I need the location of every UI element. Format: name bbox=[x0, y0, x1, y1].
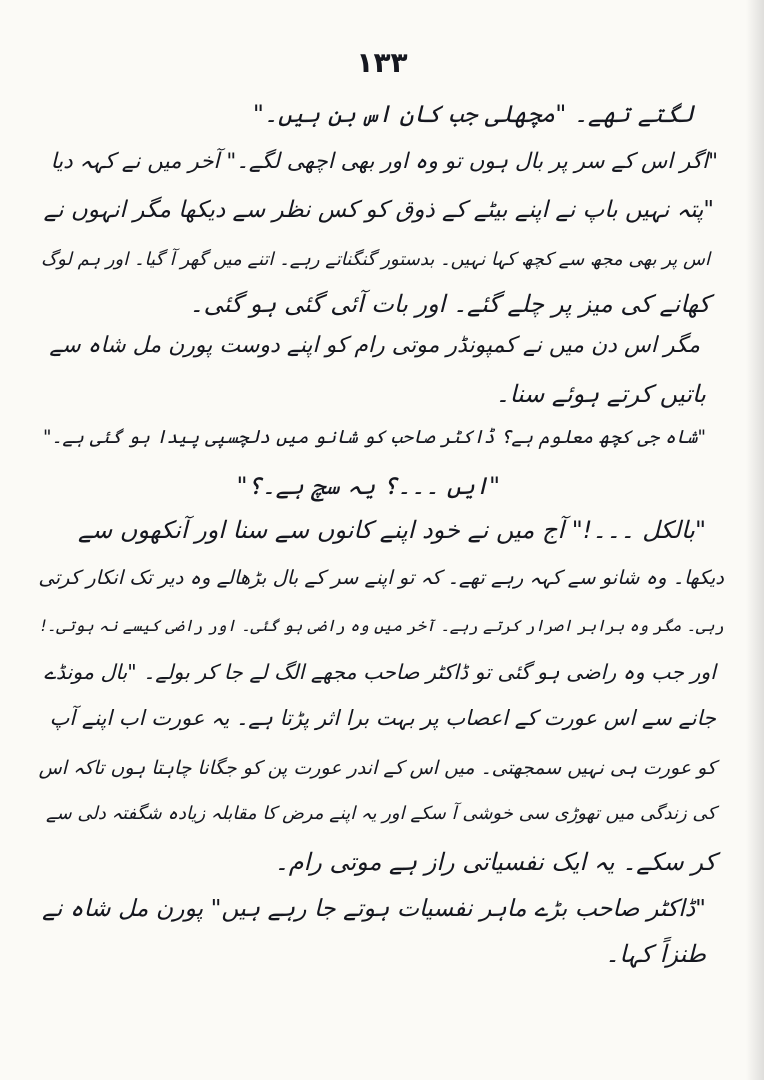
text-line: اور جب وہ راضی ہو گئی تو ڈاکٹر صاحب مجھے الگ لے جا کر بولے۔ "بال مونڈے bbox=[43, 660, 716, 684]
text-line: کر سکے۔ یہ ایک نفسیاتی راز ہے موتی رام۔ bbox=[274, 848, 716, 876]
text-line: "ایں ۔۔۔؟ یہ سچ ہے۔؟" bbox=[236, 472, 500, 500]
text-line: "ڈاکٹر صاحب بڑے ماہر نفسیات ہوتے جا رہے ہیں" پورن مل شاہ نے bbox=[42, 894, 706, 922]
page-number: ۱۳۳ bbox=[356, 46, 408, 79]
text-line: دیکھا۔ وہ شانو سے کہہ رہے تھے۔ کہ تو اپنے سر کے بال بڑھالے وہ دیر تک انکار کرتی bbox=[38, 566, 724, 589]
text-line: رہی۔ مگر وہ برابر اصرار کرتے رہے۔ آخر میں وہ راضی ہو گئی۔ اور راضی کیسے نہ ہوتی۔! bbox=[40, 616, 724, 635]
text-line: "شاہ جی کچھ معلوم ہے؟ ڈاکٹر صاحب کو شانو میں دلچسپی پیدا ہو گئی ہے۔" bbox=[42, 427, 706, 448]
text-line: "اگر اس کے سر پر بال ہوں تو وہ اور بھی اچھی لگے۔" آخر میں نے کہہ دیا bbox=[50, 149, 718, 174]
text-line: باتیں کرتے ہوئے سنا۔ bbox=[495, 380, 706, 408]
text-line: کھانے کی میز پر چلے گئے۔ اور بات آئی گئی ہو گئی۔ bbox=[189, 290, 710, 318]
text-line: اس پر بھی مجھ سے کچھ کہا نہیں۔ بدستور گنگناتے رہے۔ اتنے میں گھر آ گیا۔ اور ہم لوگ bbox=[41, 249, 710, 270]
text-line: لگتے تھے۔ "مچھلی جب کان اس بن ہیں۔" bbox=[252, 100, 694, 128]
book-spine-shadow bbox=[746, 0, 764, 1080]
text-line: جانے سے اس عورت کے اعصاب پر بہت برا اثر پڑتا ہے۔ یہ عورت اب اپنے آپ bbox=[49, 706, 716, 730]
text-line: مگر اس دن میں نے کمپونڈر موتی رام کو اپنے دوست پورن مل شاہ سے bbox=[49, 333, 700, 358]
text-line: کو عورت ہی نہیں سمجھتی۔ میں اس کے اندر عورت پن کو جگانا چاہتا ہوں تاکہ اس bbox=[38, 757, 716, 779]
text-line: "پتہ نہیں باپ نے اپنے بیٹے کے ذوق کو کس نظر سے دیکھا مگر انہوں نے bbox=[43, 197, 714, 223]
text-line: کی زندگی میں تھوڑی سی خوشی آ سکے اور یہ اپنے مرض کا مقابلہ زیادہ شگفتہ دلی سے bbox=[46, 803, 716, 824]
text-line: "بالکل ۔۔۔!" آج میں نے خود اپنے کانوں سے سنا اور آنکھوں سے bbox=[78, 516, 706, 544]
text-line: طنزاً کہا۔ bbox=[605, 940, 706, 968]
